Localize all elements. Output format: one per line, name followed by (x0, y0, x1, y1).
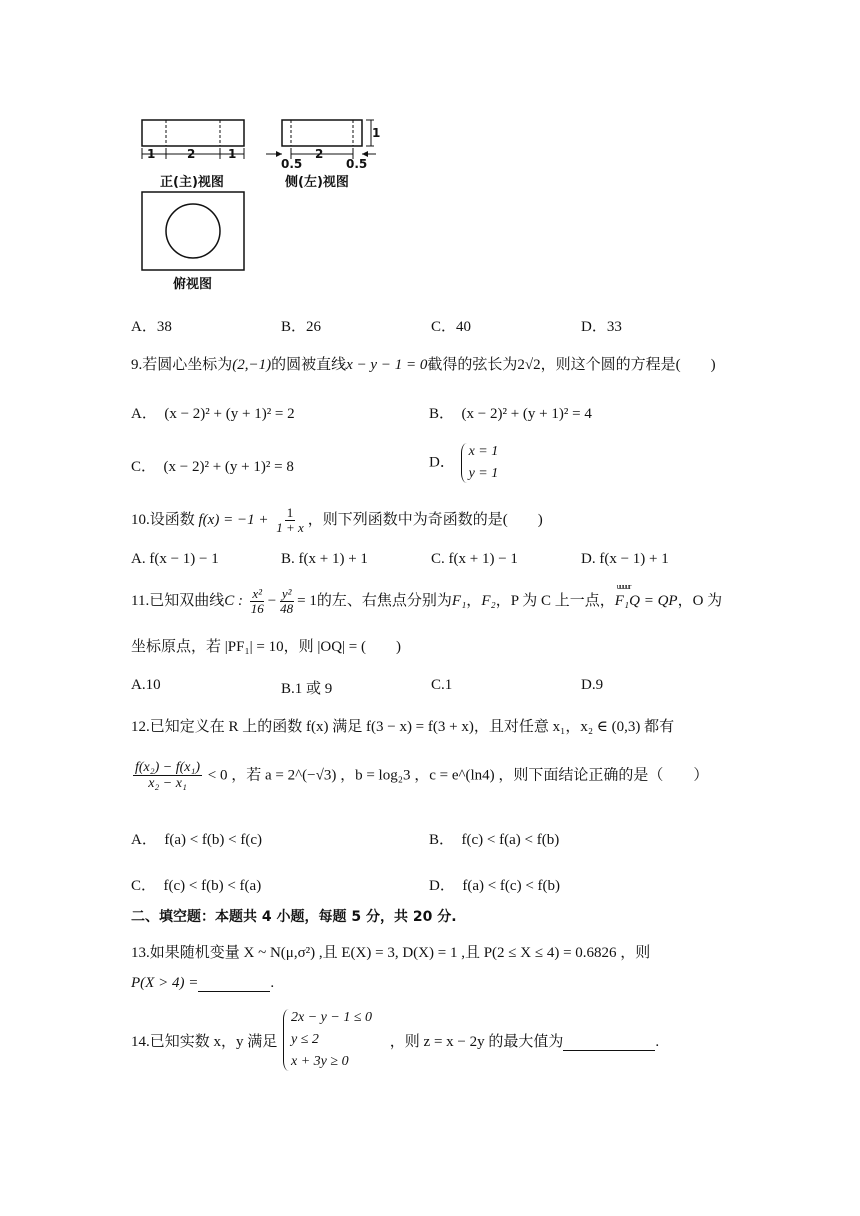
q11-stem-text-3: ，P 为 C 上一点， (495, 593, 615, 610)
q11-line-2: 坐标原点，若 |PF₁| = 10，则 |OQ| = ( ) (131, 639, 402, 655)
q12-fraction (133, 760, 202, 792)
q12-line-1: 12.已知定义在 R 上的函数 f(x) 满足 f(3 − x) = f(3 + x)，且对任意 x₁，x₂ ∈ (0,3) 都有 (131, 719, 675, 735)
section-2-heading: 二、填空题：本题共 4 小题，每题 5 分，共 20 分. (131, 909, 457, 925)
q11-stem-text-2: 的左、右焦点分别为 (316, 593, 452, 610)
q9-stem-text-2: 的圆被直线 (271, 357, 347, 373)
q11-option-b[interactable]: B.1 或 9 (281, 681, 333, 697)
q9-stem-text: 9.若圆心坐标为 (131, 357, 233, 373)
q10-function: f(x) = −1 + (198, 512, 269, 529)
q10-stem-text: 10.设函数 (131, 512, 195, 529)
front-dim-left: 1 (147, 147, 156, 161)
q11-vector-arrow-mark: uuuur (616, 582, 631, 592)
side-dim-mid: 2 (315, 147, 324, 161)
q11-frac1-num: x² (252, 586, 263, 601)
q10-numerator: 1 (286, 505, 294, 520)
front-view-caption: 正(主)视图 (160, 175, 224, 190)
q10-option-c[interactable]: C. f(x + 1) − 1 (431, 551, 518, 567)
q8-option-a[interactable]: A．38 (131, 319, 172, 335)
q14-constraint-2: y ≤ 2 (291, 1032, 319, 1047)
q9-stem-text-3: 截得的弦长为 (427, 357, 518, 373)
q14-constraint-3: x + 3y ≥ 0 (291, 1054, 349, 1069)
q9-center: (2,−1) (232, 357, 272, 373)
q10-stem-text-2: ，则下列函数中为奇函数的是( ) (307, 512, 543, 529)
q10-stem (131, 506, 543, 536)
q11-frac1-den: 16 (250, 601, 264, 617)
three-view-drawing (130, 112, 390, 292)
q13-line-2-text: P(X > 4) = (131, 975, 199, 991)
q10-denominator: 1 + x (276, 520, 304, 536)
q9-stem-text-4: ，则这个圆的方程是( ) (540, 357, 716, 373)
q11-equals: = 1 (297, 593, 317, 610)
q13-period: . (270, 975, 275, 991)
q11-stem-text: 11.已知双曲线 (131, 593, 225, 610)
q9-option-c[interactable]: C． (x − 2)² + (y + 1)² = 8 (131, 459, 294, 475)
q9-system-line-2: y = 1 (468, 466, 499, 481)
q11-option-a[interactable]: A.10 (131, 677, 161, 693)
q11-minus: − (267, 593, 277, 610)
q12-option-d[interactable]: D． f(a) < f(c) < f(b) (429, 878, 561, 894)
q14-stem (131, 1007, 659, 1073)
top-view-caption: 俯视图 (173, 277, 213, 292)
q8-options (131, 315, 751, 336)
q14-stem-tail (390, 1030, 659, 1051)
side-view-caption: 侧(左)视图 (285, 175, 349, 190)
q13-line-1: 13.如果随机变量 X ~ N(μ,σ²) ,且 E(X) = 3, D(X) = 1 ,且 P(2 ≤ X ≤ 4) = 0.6826 ，则 (131, 945, 651, 961)
q9-option-b[interactable]: B． (x − 2)² + (y + 1)² = 4 (429, 406, 592, 422)
q14-answer-blank[interactable] (563, 1034, 655, 1051)
q11-vector-text: F₁Q = QP (614, 593, 678, 610)
q9-chord: 2√2 (517, 357, 541, 373)
q12-denominator: x₂ − x₁ (148, 776, 187, 792)
q8-option-b[interactable]: B．26 (281, 319, 322, 335)
side-dim-left: 0.5 (281, 157, 303, 171)
q9-option-d-label: D． (429, 454, 455, 471)
q9-stem (131, 353, 716, 374)
q10-option-d[interactable]: D. f(x − 1) + 1 (581, 551, 669, 567)
q11-separator: ， (466, 593, 482, 610)
q8-option-c[interactable]: C．40 (431, 319, 472, 335)
q8-option-d[interactable]: D．33 (581, 319, 622, 335)
q9-system-line-1: x = 1 (468, 444, 499, 459)
q12-option-c[interactable]: C． f(c) < f(b) < f(a) (131, 878, 262, 894)
q11-option-d[interactable]: D.9 (581, 677, 604, 693)
q9-option-a[interactable]: A． (x − 2)² + (y + 1)² = 2 (131, 406, 295, 422)
q13-answer-blank[interactable] (198, 975, 270, 992)
front-dim-mid: 2 (187, 147, 196, 161)
q12-option-b[interactable]: B． f(c) < f(a) < f(b) (429, 832, 560, 848)
q12-line-2 (131, 760, 708, 792)
q11-vector-equation (614, 582, 678, 610)
q10-fraction (274, 506, 306, 536)
q11-options (131, 677, 751, 698)
q11-curve-name: C : (224, 593, 243, 610)
front-dim-right: 1 (228, 147, 237, 161)
q11-option-c[interactable]: C.1 (431, 677, 453, 693)
q14-stem-text-2: ，则 z = x − 2y 的最大值为 (389, 1033, 564, 1050)
q11-stem (131, 582, 723, 617)
q11-frac2-den: 48 (280, 601, 294, 617)
q11-fraction-y (278, 587, 295, 617)
q11-focus-1: F₁ (451, 593, 467, 610)
side-dim-right: 0.5 (346, 157, 368, 171)
q11-fraction-x (249, 587, 266, 617)
q10-option-b[interactable]: B. f(x + 1) + 1 (281, 551, 368, 567)
q12-option-a[interactable]: A． f(a) < f(b) < f(c) (131, 832, 263, 848)
q10-option-a[interactable]: A. f(x − 1) − 1 (131, 551, 219, 567)
q10-options (131, 551, 751, 568)
q14-period: . (655, 1033, 660, 1050)
q9-line: x − y − 1 = 0 (346, 357, 428, 373)
q13-line-2 (131, 975, 274, 992)
q12-numerator: f(x₂) − f(x₁) (135, 760, 201, 775)
q14-constraint-1: 2x − y − 1 ≤ 0 (291, 1010, 373, 1025)
q11-stem-text-4: ，O 为 (677, 593, 723, 610)
q14-stem-text: 14.已知实数 x，y 满足 (131, 1033, 278, 1050)
q14-constraint-system (281, 1007, 372, 1073)
q9-option-d-system (459, 441, 499, 485)
side-height-dim: 1 (372, 126, 381, 140)
q9-option-d[interactable] (429, 441, 498, 485)
q11-frac2-num: y² (281, 586, 292, 601)
q11-focus-2: F₂ (481, 593, 496, 610)
q12-line-2-text: < 0 ，若 a = 2^(−√3) ，b = log₂3 ，c = e^(ln4) ，则下面结论正确的是（ ） (207, 767, 709, 784)
